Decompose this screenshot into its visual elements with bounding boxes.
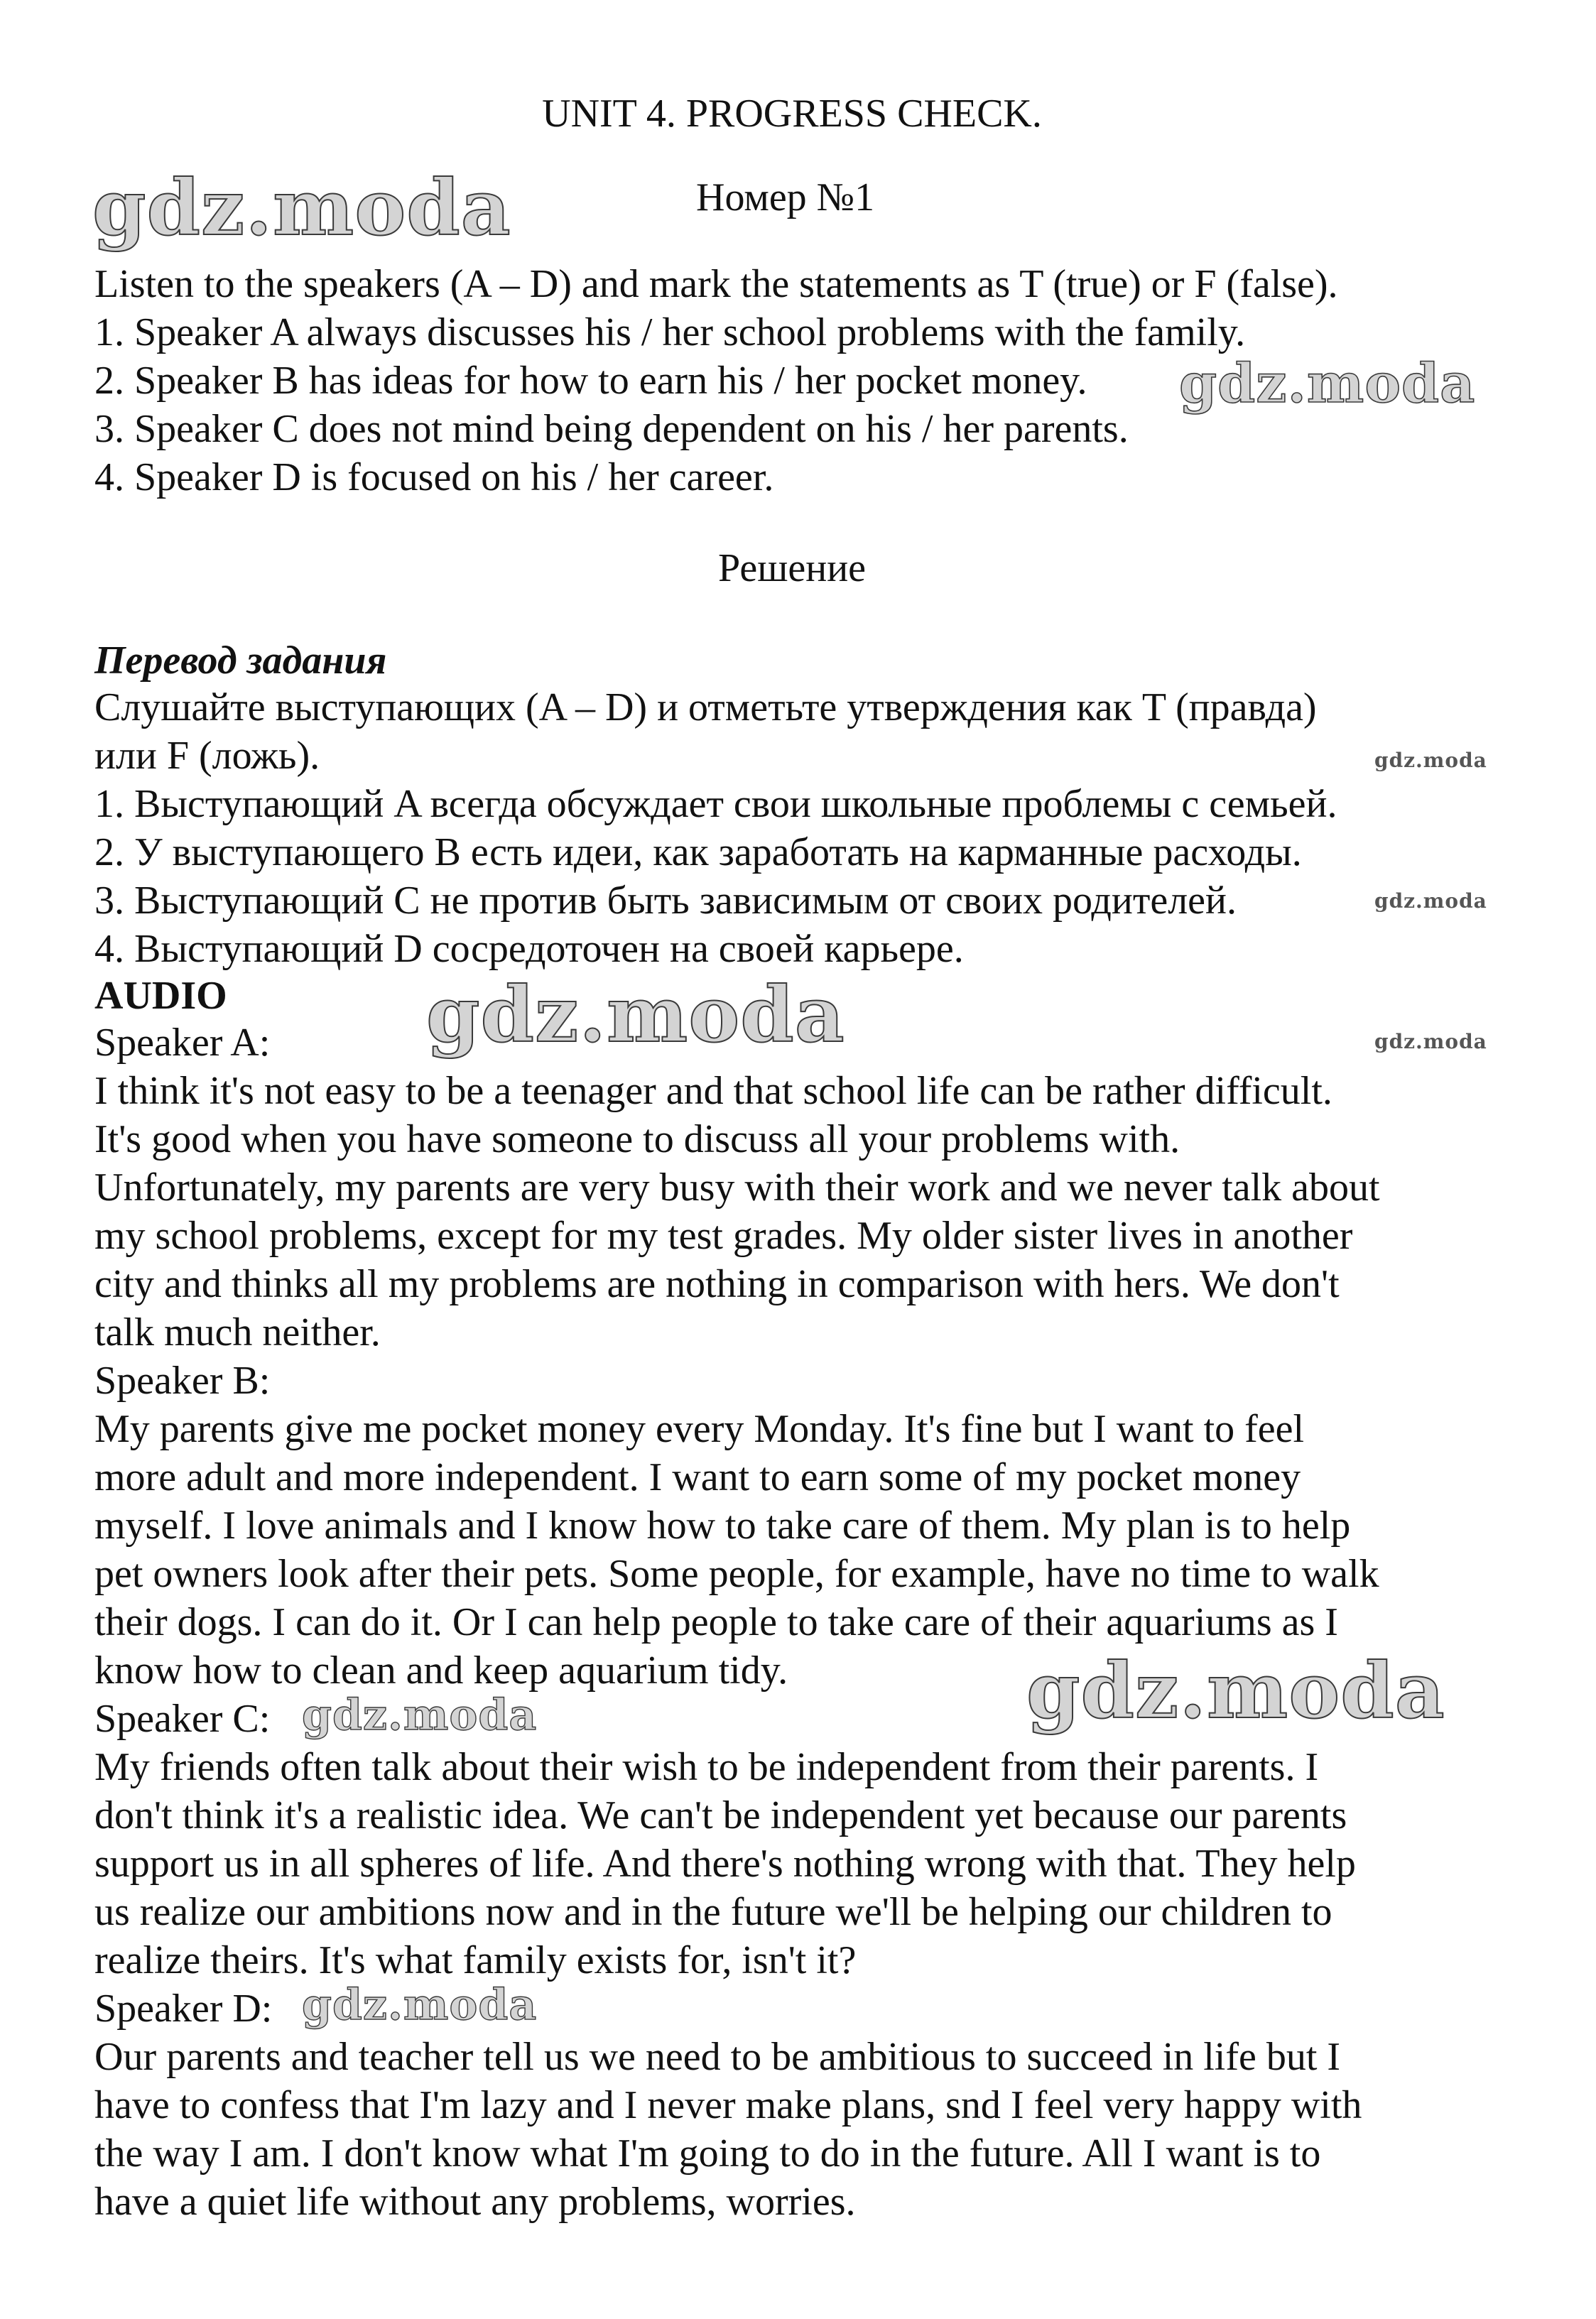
task-statement-2: 2. Speaker B has ideas for how to earn his / her pocket money. xyxy=(94,359,1087,403)
speaker-a-line-4: my school problems, except for my test grades. My older sister lives in another xyxy=(94,1214,1353,1258)
speaker-d-line-2: have to confess that I'm lazy and I never make plans, snd I feel very happy with xyxy=(94,2083,1362,2127)
watermark-logo: gdz.moda xyxy=(1374,889,1487,913)
speaker-c-label: Speaker C: xyxy=(94,1697,271,1741)
watermark-logo: gdz.moda xyxy=(1374,1030,1487,1053)
speaker-c-line-5: realize theirs. It's what family exists for, isn't it? xyxy=(94,1938,857,1982)
speaker-d-line-1: Our parents and teacher tell us we need to be ambitious to succeed in life but I xyxy=(94,2035,1341,2079)
speaker-c-line-3: support us in all spheres of life. And there's nothing wrong with that. They help xyxy=(94,1842,1356,1886)
translation-instruction-line-1: Слушайте выступающих (A – D) и отметьте утверждения как T (правда) xyxy=(94,685,1317,729)
audio-title: AUDIO xyxy=(94,974,227,1018)
watermark-logo: gdz.moda xyxy=(1179,352,1476,415)
speaker-b-line-5: their dogs. I can do it. Or I can help people to take care of their aquariums as I xyxy=(94,1600,1338,1644)
translation-statement-4: 4. Выступающий D сосредоточен на своей карьере. xyxy=(94,927,964,971)
translation-statement-2: 2. У выступающего B есть идеи, как заработать на карманные расходы. xyxy=(94,830,1302,874)
speaker-b-line-6: know how to clean and keep aquarium tidy. xyxy=(94,1649,788,1693)
unit-title: UNIT 4. PROGRESS CHECK. xyxy=(542,92,1042,136)
solution-title: Решение xyxy=(717,546,867,590)
speaker-d-line-3: the way I am. I don't know what I'm going to do in the future. All I want is to xyxy=(94,2131,1321,2176)
speaker-a-line-2: It's good when you have someone to discuss all your problems with. xyxy=(94,1117,1180,1161)
speaker-c-line-2: don't think it's a realistic idea. We can't be independent yet because our parents xyxy=(94,1793,1347,1837)
translation-statement-1: 1. Выступающий A всегда обсуждает свои школьные проблемы с семьей. xyxy=(94,782,1337,826)
speaker-b-line-2: more adult and more independent. I want to earn some of my pocket money xyxy=(94,1455,1301,1499)
task-statement-4: 4. Speaker D is focused on his / her career. xyxy=(94,455,774,499)
speaker-d-label: Speaker D: xyxy=(94,1987,273,2031)
speaker-b-line-4: pet owners look after their pets. Some people, for example, have no time to walk xyxy=(94,1552,1379,1596)
speaker-c-line-1: My friends often talk about their wish to be independent from their parents. I xyxy=(94,1745,1319,1789)
task-statement-1: 1. Speaker A always discusses his / her school problems with the family. xyxy=(94,310,1246,354)
exercise-number: Номер №1 xyxy=(696,175,875,219)
watermark-logo: gdz.moda xyxy=(1374,749,1487,772)
watermark-logo: gdz.moda xyxy=(426,970,845,1060)
task-statement-3: 3. Speaker C does not mind being dependent on his / her parents. xyxy=(94,407,1129,451)
speaker-b-line-3: myself. I love animals and I know how to take care of them. My plan is to help xyxy=(94,1504,1351,1548)
watermark-logo: gdz.moda xyxy=(302,1690,538,1740)
speaker-d-line-4: have a quiet life without any problems, worries. xyxy=(94,2180,856,2224)
speaker-b-label: Speaker B: xyxy=(94,1359,271,1403)
speaker-b-line-1: My parents give me pocket money every Monday. It's fine but I want to feel xyxy=(94,1407,1305,1451)
speaker-a-line-6: talk much neither. xyxy=(94,1310,381,1354)
task-instruction: Listen to the speakers (A – D) and mark the statements as T (true) or F (false). xyxy=(94,262,1338,306)
watermark-logo: gdz.moda xyxy=(92,163,511,253)
speaker-a-line-3: Unfortunately, my parents are very busy with their work and we never talk about xyxy=(94,1166,1380,1210)
translation-statement-3: 3. Выступающий C не против быть зависимым от своих родителей. xyxy=(94,879,1237,923)
speaker-a-line-1: I think it's not easy to be a teenager and that school life can be rather difficult. xyxy=(94,1069,1332,1113)
translation-title: Перевод задания xyxy=(94,639,387,683)
watermark-logo: gdz.moda xyxy=(1026,1646,1445,1736)
speaker-a-line-5: city and thinks all my problems are nothing in comparison with hers. We don't xyxy=(94,1262,1340,1306)
translation-instruction-line-2: или F (ложь). xyxy=(94,734,320,778)
watermark-logo: gdz.moda xyxy=(302,1980,538,2030)
speaker-c-line-4: us realize our ambitions now and in the future we'll be helping our children to xyxy=(94,1890,1332,1934)
speaker-a-label: Speaker A: xyxy=(94,1021,271,1065)
